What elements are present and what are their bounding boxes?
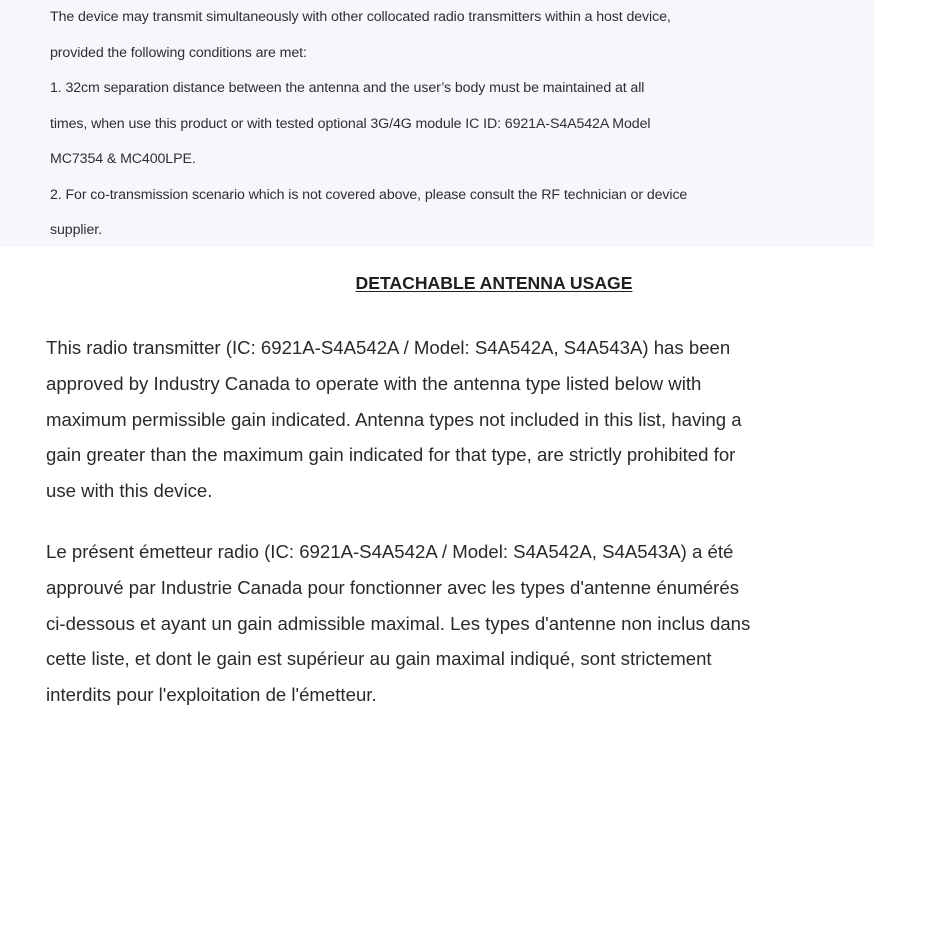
paragraph-line: Le présent émetteur radio (IC: 6921A-S4A542A / Model: S4A542A, S4A543A) a été [46, 541, 734, 562]
collocation-conditions [50, 0, 880, 249]
conditions-line: The device may transmit simultaneously with other collocated radio transmitters within a host device, [50, 9, 671, 25]
paragraph-line: ci-dessous et ayant un gain admissible maximal. Les types d'antenne non inclus dans [46, 612, 751, 634]
conditions-line: supplier. [50, 222, 102, 238]
conditions-line: 1. 32cm separation distance between the antenna and the user’s body must be maintained at all [50, 80, 645, 96]
paragraph-line: approved by Industry Canada to operate with the antenna type listed below with [46, 372, 702, 394]
paragraph-line: use with this device. [46, 480, 213, 502]
english-paragraph [46, 330, 896, 509]
section-heading: DETACHABLE ANTENNA USAGE [355, 273, 633, 293]
paragraph-line: approuvé par Industrie Canada pour fonctionner avec les types d'antenne énumérés [46, 576, 739, 598]
paragraph-line: maximum permissible gain indicated. Antenna types not included in this list, having a [46, 408, 742, 430]
conditions-line: times, when use this product or with tested optional 3G/4G module IC ID: 6921A-S4A542A Model [50, 115, 651, 132]
paragraph-line: gain greater than the maximum gain indicated for that type, are strictly prohibited for [46, 444, 736, 466]
conditions-line: MC7354 & MC400LPE. [50, 151, 196, 167]
paragraph-line: interdits pour l'exploitation de l'émetteur. [46, 684, 377, 706]
paragraph-line: cette liste, et dont le gain est supérieur au gain maximal indiqué, sont strictement [46, 648, 712, 670]
paragraph-line: This radio transmitter (IC: 6921A-S4A542A / Model: S4A542A, S4A543A) has been [46, 337, 731, 358]
conditions-line: provided the following conditions are met: [50, 44, 307, 61]
french-paragraph [46, 534, 896, 713]
conditions-line: 2. For co-transmission scenario which is not covered above, please consult the RF technician or device [50, 186, 688, 203]
